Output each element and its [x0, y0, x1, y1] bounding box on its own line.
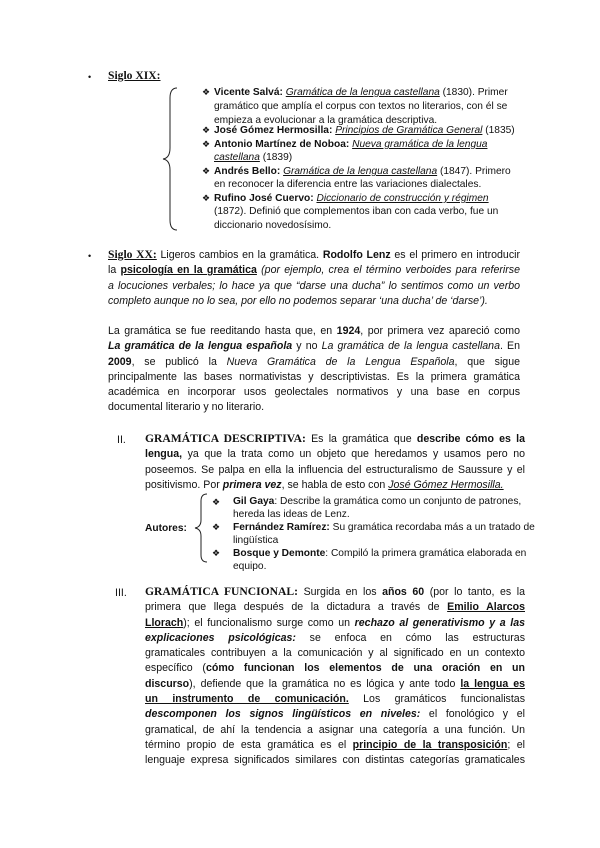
bullet-icon: •	[88, 72, 92, 82]
list-item: Antonio Martínez de Noboa: Nueva gramática de la lengua	[214, 139, 488, 150]
curly-brace-icon	[192, 492, 210, 564]
diamond-bullet-icon: ❖	[212, 497, 221, 507]
list-item: Vicente Salvá: Gramática de la lengua castellana (1830). Primer	[214, 87, 508, 98]
list-item-text: equipo.	[233, 561, 267, 572]
funcional-paragraph: GRAMÁTICA FUNCIONAL: Surgida en los años 60 (por lo tanto, es la primera que llega después de la dictadura a través de Emilio Alarcos Llorach); el funcionalismo surge como un rechazo al generativismo y a las explicaciones psicológicas: se enfoca en cómo las estructuras gramaticales contribuyen a la comunicación y al significado en un contexto específico (cómo funcionan los elementos de una oración en un discurso), defiende que la gramática no es lógica y ante todo la lengua es un instrumento de comunicación. Los gramáticos funcionalistas descomponen los signos lingüísticos en niveles: el fonológico y el gramatical, de ahí la tendencia a asignar una categoría a una función. Un término propio de esta gramática es el principio de la transposición; el lenguaje expresa significados similares con distintas categorías gramaticales	[145, 585, 526, 767]
bullet-icon: •	[88, 251, 92, 261]
diamond-bullet-icon: ❖	[202, 193, 211, 203]
section-number: II.	[117, 434, 126, 446]
body-paragraph: La gramática se fue reeditando hasta que, en 1924, por primera vez apareció como La gramática de la lengua española y no La gramática de la lengua castellana. En 2009, se publicó la Nueva Gramática de la Lengua Española, que sigue principalmente las bases normativistas y descriptivistas. Es la primera gramática académica en incorporar usos geolectales normativos y una base en corpus documental literario y no literario.	[108, 325, 520, 414]
list-item: Rufino José Cuervo: Diccionario de construcción y régimen	[214, 193, 489, 204]
diamond-bullet-icon: ❖	[202, 125, 211, 135]
diamond-bullet-icon: ❖	[212, 522, 221, 532]
list-item-text: hereda las ideas de Lenz.	[233, 509, 350, 520]
autores-label: Autores:	[145, 523, 187, 534]
siglo-xx-paragraph: Siglo XX: Ligeros cambios en la gramática. Rodolfo Lenz es el primero en introducir la psicología en la gramática (por ejemplo, crea el término verboides para referirse a locuciones verbales; lo hace ya que “darse una ducha” lo sentimos como un verbo completo aunque no lo sea, por ello no podemos separar ‘una ducha’ de ‘darse’).	[108, 248, 521, 307]
diamond-bullet-icon: ❖	[202, 166, 211, 176]
list-item-text: lingüística	[233, 535, 279, 546]
list-item-text: castellana (1839)	[214, 152, 293, 163]
list-item: José Gómez Hermosilla: Principios de Gramática General (1835)	[214, 125, 515, 136]
diamond-bullet-icon: ❖	[212, 548, 221, 558]
list-item-text: empieza a evolucionar a la gramática descriptiva.	[214, 115, 438, 126]
list-item: Andrés Bello: Gramática de la lengua castellana (1847). Primero	[214, 166, 511, 177]
diamond-bullet-icon: ❖	[202, 87, 211, 97]
list-item: Gil Gaya: Describe la gramática como un conjunto de patrones,	[233, 496, 522, 507]
diamond-bullet-icon: ❖	[202, 139, 211, 149]
list-item-text: (1872). Definió que complementos iban con cada verbo, fue un	[214, 206, 499, 217]
descriptiva-paragraph: GRAMÁTICA DESCRIPTIVA: Es la gramática que describe cómo es la lengua, ya que la trata como un objeto que heredamos y usamos pero no poseemos. Se palpa en ella la influencia del estructuralismo de Saussure y el positivismo. Por primera vez, se habla de esto con José Gómez Hermosilla.	[145, 432, 526, 491]
list-item-text: gramático que amplía el corpus con textos no literarios, con él se	[214, 101, 508, 112]
siglo-xix-heading: Siglo XIX:	[108, 69, 161, 82]
list-item-text: en reconocer la diferencia entre las variaciones dialectales.	[214, 179, 482, 190]
section-number: III.	[115, 587, 127, 599]
list-item: Bosque y Demonte: Compiló la primera gramática elaborada en	[233, 548, 527, 559]
list-item: Fernández Ramírez: Su gramática recordaba más a un tratado de	[233, 522, 535, 533]
curly-brace-icon	[160, 86, 180, 232]
list-item-text: diccionario novedosísimo.	[214, 220, 332, 231]
